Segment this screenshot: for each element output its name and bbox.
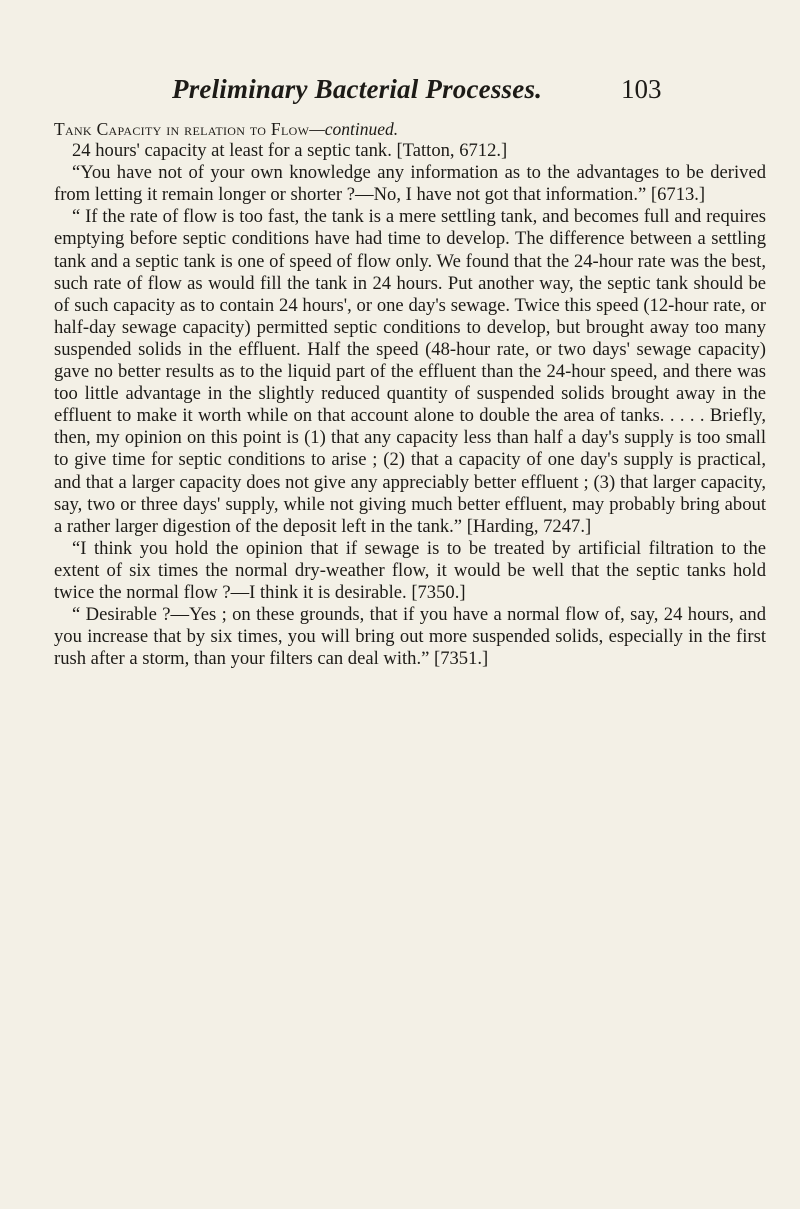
section-heading-title: Tank Capacity in relation to Flow xyxy=(54,119,310,139)
running-head xyxy=(0,74,800,114)
paragraph: “ If the rate of flow is too fast, the tank is a mere settling tank, and becomes full and requires emptying before septic conditions have had time to develop. The difference between a settling tank and a septic tank is one of speed of flow only. We found that the 24-hour rate was the best, such rate of flow as would fill the tank in 24 hours. Put another way, the septic tank should be of such capacity as to contain 24 hours', or one day's sewage. Twice this speed (12-hour rate, or half-day sewage capacity) permitted septic conditions to develop, but brought away too many suspended solids in the effluent. Half the speed (48-hour rate, or two days' sewage capacity) gave no better results as to the liquid part of the effluent than the 24-hour speed, and there was too little advantage in the slightly reduced quantity of suspended solids brought away in the effluent to make it worth while on that account alone to double the area of tanks. . . . . Briefly, then, my opinion on this point is (1) that any capacity less than half a day's supply is too small to give time for septic conditions to arise ; (2) that a capacity of one day's supply is practical, and that a larger capacity does not give any appreciably better effluent ; (3) that larger capacity, say, two or three days' supply, while not giving much better effluent, may probably bring about a rather larger digestion of the deposit left in the tank.” [Harding, 7247.] xyxy=(54,206,766,537)
body-text xyxy=(54,118,766,670)
running-title: Preliminary Bacterial Processes. xyxy=(172,74,543,104)
paragraph: “You have not of your own knowledge any information as to the advantages to be derived from letting it remain longer or shorter ?—No, I have not got that information.” [6713.] xyxy=(54,162,766,206)
section-heading-continued: —continued. xyxy=(309,119,399,139)
paragraph: 24 hours' capacity at least for a septic tank. [Tatton, 6712.] xyxy=(72,140,508,162)
page-number: 103 xyxy=(621,74,662,104)
paragraph: “ Desirable ?—Yes ; on these grounds, that if you have a normal flow of, say, 24 hours, and you increase that by six times, you will bring out more suspended solids, especially in the first rush after a storm, than your filters can deal with.” [7351.] xyxy=(54,604,766,670)
section-heading xyxy=(54,118,766,140)
paragraph: “I think you hold the opinion that if sewage is to be treated by artificial filtration to the extent of six times the normal dry-weather flow, it would be well that the septic tanks hold twice the normal flow ?—I think it is desirable. [7350.] xyxy=(54,537,766,603)
